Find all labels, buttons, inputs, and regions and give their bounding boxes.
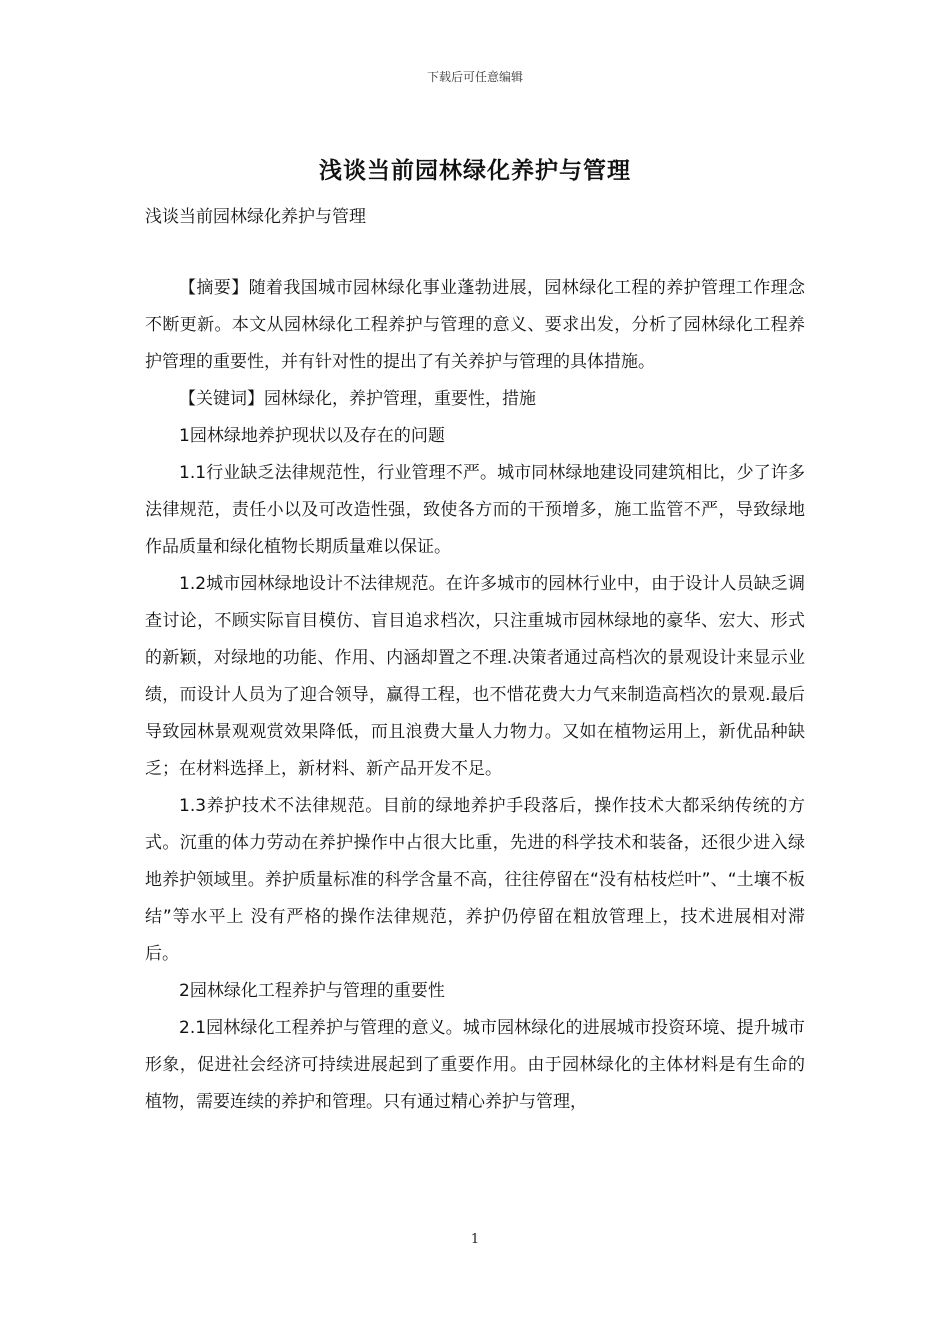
- section-heading-2: 2园林绿化工程养护与管理的重要性: [179, 981, 445, 1001]
- document-subtitle: 浅谈当前园林绿化养护与管理: [145, 207, 366, 227]
- section-heading-1: 1园林绿地养护现状以及存在的问题: [179, 426, 445, 446]
- paragraph-2-1: 2.1园林绿化工程养护与管理的意义。城市园林绿化的进展城市投资环境、提升城市形象，促进社会经济可持续进展起到了重要作用。由于园林绿化的主体材料是有生命的植物，需要连续的养护和管理。只有通过精心养护与管理，: [145, 1018, 805, 1112]
- document-body: [145, 270, 805, 1121]
- paragraph-1-3: 1.3养护技术不法律规范。目前的绿地养护手段落后，操作技术大都采纳传统的方式。沉重的体力劳动在养护操作中占很大比重，先进的科学技术和装备，还很少进入绿地养护领域里。养护质量标准的科学含量不高，往往停留在“没有枯枝烂叶”、“土壤不板结”等水平上 没有严格的操作法律规范，养护仍停留在粗放管理上，技术进展相对滞后。: [145, 796, 805, 964]
- paragraph-1-2: 1.2城市园林绿地设计不法律规范。在许多城市的园林行业中，由于设计人员缺乏调查讨论，不顾实际盲目模仿、盲目追求档次，只注重城市园林绿地的豪华、宏大、形式的新颖，对绿地的功能、作用、内涵却置之不理.决策者通过高档次的景观设计来显示业绩，而设计人员为了迎合领导，赢得工程，也不惜花费大力气来制造高档次的景观.最后导致园林景观观赏效果降低，而且浪费大量人力物力。又如在植物运用上，新优品种缺乏；在材料选择上，新材料、新产品开发不足。: [145, 574, 805, 779]
- paragraph-1-1: 1.1行业缺乏法律规范性，行业管理不严。城市同林绿地建设同建筑相比，少了许多法律规范，责任小以及可改造性强，致使各方而的干预增多，施工监管不严，导致绿地作品质量和绿化植物长期质量难以保证。: [145, 463, 805, 557]
- document-title: 浅谈当前园林绿化养护与管理: [319, 158, 631, 184]
- keywords-paragraph: 【关键词】园林绿化，养护管理，重要性，措施: [179, 389, 536, 409]
- page-header-note: 下载后可任意编辑: [426, 70, 523, 84]
- abstract-paragraph: 【摘要】随着我国城市园林绿化事业蓬勃进展，园林绿化工程的养护管理工作理念不断更新。本文从园林绿化工程养护与管理的意义、要求出发，分析了园林绿化工程养护管理的重要性，并有针对性的提出了有关养护与管理的具体措施。: [145, 278, 805, 372]
- page-number: 1: [470, 1232, 480, 1247]
